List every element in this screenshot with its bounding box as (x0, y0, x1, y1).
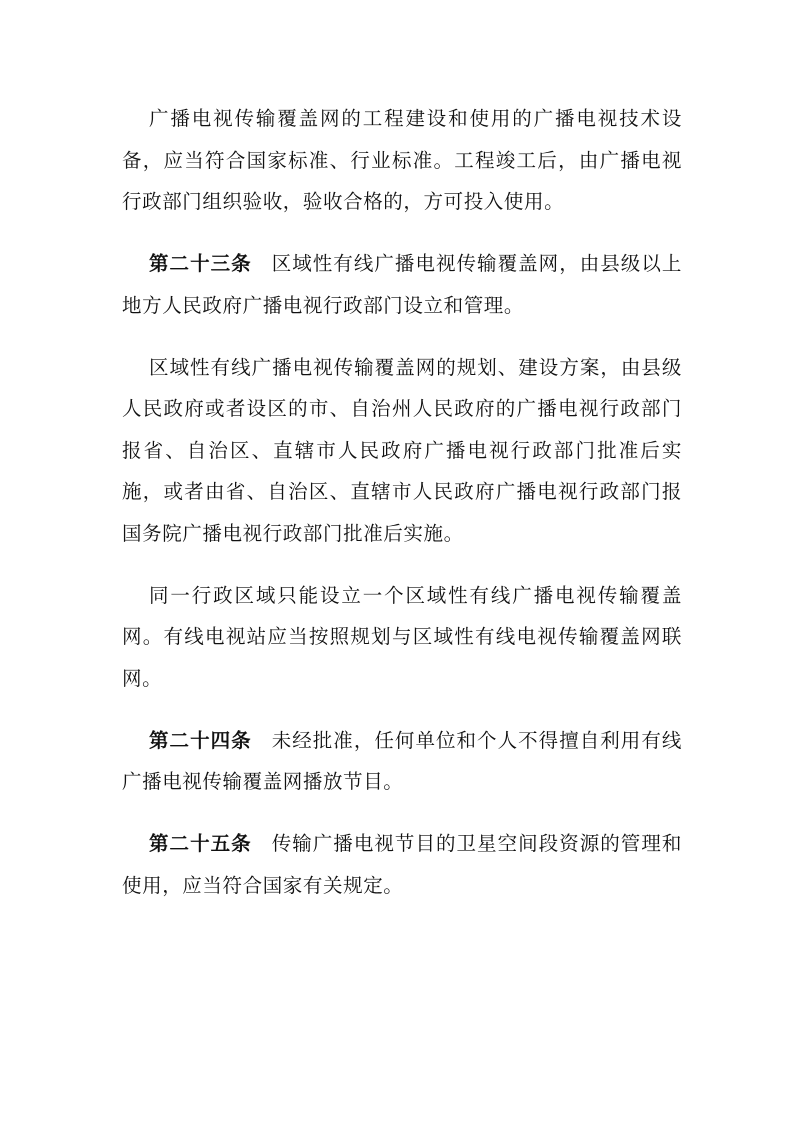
article-24 (122, 720, 682, 803)
paragraph-text: 同一行政区域只能设立一个区域性有线广播电视传输覆盖网。有线电视站应当按照规划与区域性有线电视传输覆盖网联网。 (122, 583, 682, 690)
paragraph-text: 区域性有线广播电视传输覆盖网的规划、建设方案，由县级人民政府或者设区的市、自治州人民政府的广播电视行政部门报省、自治区、直辖市人民政府广播电视行政部门批准后实施，或者由省、自治区、直辖市人民政府广播电视行政部门报国务院广播电视行政部门批准后实施。 (122, 355, 682, 545)
paragraph-planning-approval (122, 347, 682, 555)
article-number: 第二十五条 (149, 832, 252, 855)
article-25 (122, 823, 682, 906)
article-text: 传输广播电视节目的卫星空间段资源的管理和使用，应当符合国家有关规定。 (122, 832, 682, 897)
paragraph-equipment-standards (122, 98, 682, 223)
article-text: 区域性有线广播电视传输覆盖网，由县级以上地方人民政府广播电视行政部门设立和管理。 (122, 252, 682, 317)
paragraph-text: 广播电视传输覆盖网的工程建设和使用的广播电视技术设备，应当符合国家标准、行业标准。工程竣工后，由广播电视行政部门组织验收，验收合格的，方可投入使用。 (122, 107, 682, 213)
article-23 (122, 243, 682, 326)
article-number: 第二十三条 (149, 252, 252, 275)
article-text: 未经批准，任何单位和个人不得擅自利用有线广播电视传输覆盖网播放节目。 (122, 728, 682, 793)
document-body (122, 98, 682, 927)
paragraph-single-network (122, 575, 682, 700)
article-number: 第二十四条 (149, 728, 252, 752)
